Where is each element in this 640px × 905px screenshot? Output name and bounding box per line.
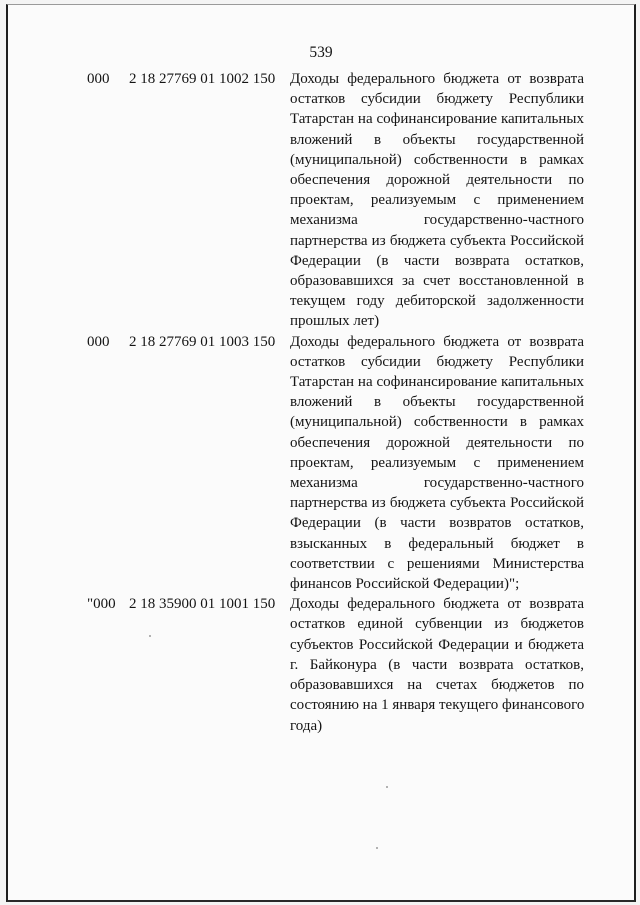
description-line: вложений в объекты государственной: [290, 394, 584, 411]
budget-classification-code: 2 18 35900 01 1001 150: [129, 596, 276, 613]
document-page: [6, 4, 636, 902]
description-line: Доходы федерального бюджета от возврата: [290, 333, 584, 350]
description-line: остатков субсидии бюджету Республики: [290, 353, 584, 370]
description-line: механизма государственно-частного: [290, 475, 584, 492]
description-line: (муниципальной) собственности в рамках: [290, 151, 584, 168]
description-line: образовавшихся за счет восстановленной в: [290, 273, 584, 290]
table-row: [8, 332, 634, 595]
description-line: обеспечения дорожной деятельности по: [290, 172, 584, 189]
description-line: проектам, реализуемым с применением: [290, 454, 584, 471]
page-number: 539: [309, 44, 333, 61]
scan-speck: [376, 847, 378, 849]
description-line: (муниципальной) собственности в рамках: [290, 414, 584, 431]
admin-code: 000: [87, 333, 110, 350]
description-line: взысканных в федеральный бюджет в: [290, 535, 584, 552]
scan-speck: [386, 786, 388, 788]
description-line: Доходы федерального бюджета от возврата: [290, 71, 584, 87]
budget-classification-code: 2 18 27769 01 1002 150: [129, 71, 276, 87]
description-line: Татарстан на софинансирование капитальных: [290, 111, 584, 128]
description-line: субъектов Российской Федерации и бюджета: [290, 636, 584, 653]
budget-classification-code: 2 18 27769 01 1003 150: [129, 333, 276, 350]
description-line: Татарстан на софинансирование капитальных: [290, 374, 584, 391]
income-description: [290, 69, 584, 332]
description-line: партнерства из бюджета субъекта Российской: [290, 495, 584, 512]
description-line: прошлых лет): [290, 313, 380, 330]
description-line: Федерации (в части возврата остатков,: [290, 252, 584, 269]
description-line: обеспечения дорожной деятельности по: [290, 434, 584, 451]
description-line: г. Байконура (в части возврата остатков,: [290, 656, 584, 673]
income-description: [290, 332, 584, 595]
table-row: [8, 594, 634, 735]
description-line: остатков единой субвенции из бюджетов: [290, 616, 584, 633]
description-line: вложений в объекты государственной: [290, 131, 584, 148]
admin-code: 000: [87, 71, 110, 87]
admin-code: "000: [87, 596, 116, 613]
description-line: остатков субсидии бюджету Республики: [290, 91, 584, 108]
description-line: механизма государственно-частного: [290, 212, 584, 229]
budget-code-table: [8, 69, 634, 736]
description-line: Доходы федерального бюджета от возврата: [290, 596, 584, 613]
description-line: проектам, реализуемым с применением: [290, 192, 584, 209]
description-line: финансов Российской Федерации)";: [290, 576, 520, 593]
description-line: соответствии с решениями Министерства: [290, 555, 584, 572]
description-line: года): [290, 717, 323, 734]
table-row: [8, 69, 634, 332]
description-line: состоянию на 1 января текущего финансового: [290, 697, 585, 714]
description-line: Федерации (в части возвратов остатков,: [290, 515, 584, 532]
description-line: партнерства из бюджета субъекта Российской: [290, 232, 584, 249]
income-description: [290, 594, 584, 735]
description-line: образовавшихся на счетах бюджетов по: [290, 677, 584, 694]
description-line: текущем году дебиторской задолженности: [290, 293, 584, 310]
scan-speck: [149, 635, 151, 637]
